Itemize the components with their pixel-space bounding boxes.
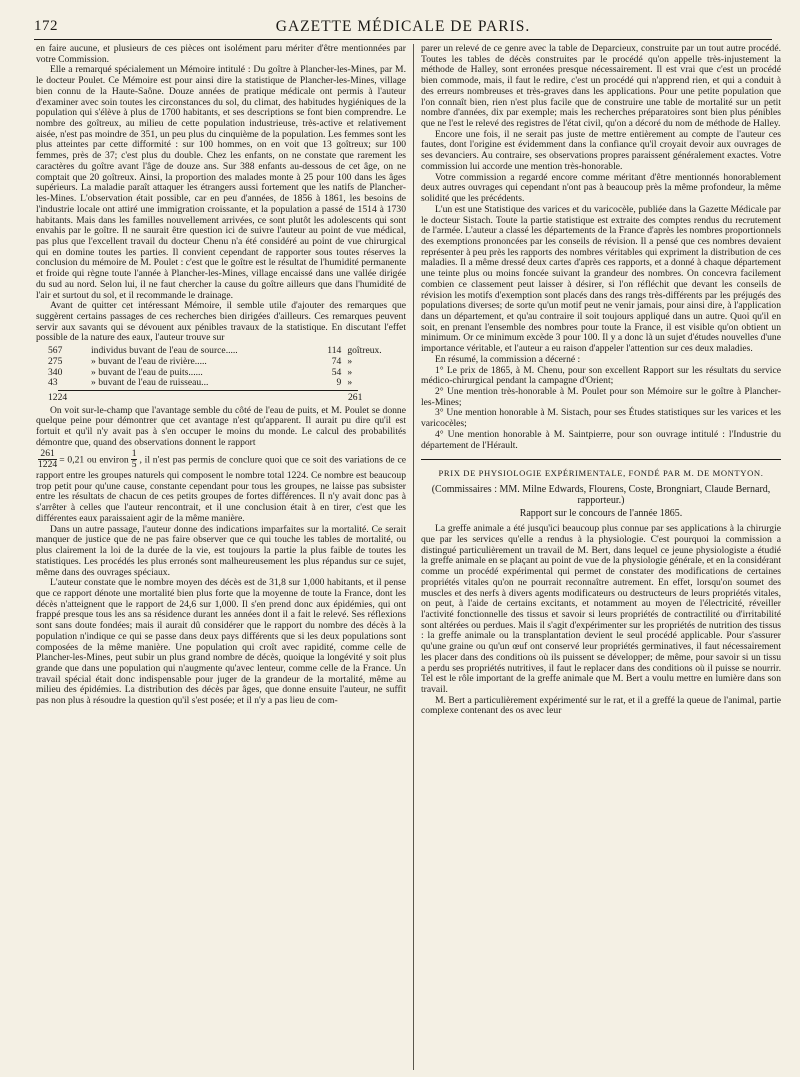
paragraph: Dans un autre passage, l'auteur donne des indications imparfaites sur la mortalité. Ce serait manquer de justice que de ne pas faire observer que ce qui touche les tables de mortalité, ou plus clairement la loi de la durée de la vie, est toujours la partie la plus faible de toutes les statistiques. Les procédés les plus erronés sont malheureusement les plus répandus sur ce sujet, même dans des ouvrages spéciaux. (36, 523, 406, 578)
page-number: 172 (34, 18, 58, 34)
right-column (421, 44, 781, 1070)
table-total-row: 1224 261 (48, 392, 363, 403)
paragraph: L'un est une Statistique des varices et du varicocèle, publiée dans la Gazette Médicale par le docteur Sistach. Toute la partie statistique est extraite des comptes rendus du recrutement de l'armée. L'auteur a classé les départements de la France d'après les nombres proportionnels des exemptions prononcées par les conseils de révision. Il a pensé que ces nombres devaient représenter à peu près les rapports des nombres véritables qui expriment la distribution de ces maladies. Il a même dressé deux cartes d'après ces rapports, et a donné à chaque département une teinte plus ou moins foncée suivant la grandeur des nombres. On concevra facilement combien ce classement peut laisser à désirer, si l'on réfléchit que devant les conseils de révision les motifs d'exemption sont placés dans des rangs très-différents par les préjugés des populations diverses; de sorte qu'un motif peut ne venir jamais, pour ainsi dire, à l'application dans un département, et qu'au contraire il soit toujours appliqué dans un autre. Quoi qu'il en soit, en prenant l'ensemble des nombres pour toute la France, il est visible qu'on obtient un minimum. Or ce minimum excède 3 pour 100. Il y a donc là un sujet d'études nouvelles d'une importance véritable, et l'auteur a eu raison d'appeler l'attention sur ces deux maladies. (421, 203, 781, 355)
paragraph: Elle a remarqué spécialement un Mémoire intitulé : Du goître à Plancher-les-Mines, par M. le docteur Poulet. Ce Mémoire est pour ainsi dire la statistique de Plancher-les-Mines, village bien connu de la Haute-Saône. Douze années de pratique médicale ont permis à l'auteur d'examiner avec soin toutes les circonstances du sol, du climat, des habitudes hygiéniques de la population qui s'élève à plus de 1700 habitants, et ses descriptions se font bien comprendre. Le nombre des goîtreux, au milieu de cette population industrieuse, très-active et relativement aisée, n'est pas moindre de 351, un peu plus du cinquième de la population. Les femmes sont les plus atteintes par cette difformité : sur 100 hommes, on en voit que 13 goîtreux; sur 100 femmes, près de 37; c'est plus du double. Chez les enfants, on ne constate que rarement les caractères du goître avant l'âge de douze ans. Sur 388 enfants au-dessous de cet âge, on ne comptait que 20 goîtreux. Ainsi, la proportion des malades monte à 25 pour 100 dans les âges supérieurs. La maladie paraît attaquer les étrangers aussi fortement que les natifs de Plancher-les-Mines. L'observation était possible, car en peu d'années, de 1856 à 1861, les besoins de l'industrie locale ont attiré une immigration croissante, et la population a passé de 1514 à 1730 habitants. Mais dans les familles nouvellement arrivées, ce sont plutôt les adolescents qui sont envahis par le goître. Il ne saurait être question ici de suivre l'auteur au point de vue médical, pas plus que l'excellent travail du docteur Chenu n'a été considéré au point de vue chirurgical qui en domine toutes les parties. Il convient cependant de rapporter sous toutes réserves la conclusion du mémoire de M. Poulet : c'est que le goître est le résultat de l'humidité permanente et froide qui règne toute l'année à Plancher-les-Mines, village encaissé dans une vallée dirigée du sud au nord. Selon lui, il ne faut chercher la cause du goître ailleurs que dans l'humidité de l'air et surtout du sol, et il recommande le drainage. (36, 64, 406, 301)
table-row: 275 » buvant de l'eau de rivière..... 74 » (48, 355, 353, 367)
header-rule (34, 39, 772, 40)
table-row: 567 individus buvant de l'eau de source..... 114 goîtreux. (48, 345, 382, 357)
paragraph: On voit sur-le-champ que l'avantage semble du côté de l'eau de puits, et M. Poulet se donne quelque peine pour démontrer que cet avantage n'est qu'apparent. Il aurait pu dire qu'il est fortuit et qu'il n'y avait pas à s'en occuper le moins du monde. Le calcul des probabilités démontre que, quand des observations donnent le rapport (36, 404, 406, 448)
column-divider (413, 44, 414, 1070)
journal-title: GAZETTE MÉDICALE DE PARIS. (275, 18, 531, 35)
fraction: $\frac{1}{5}$ (131, 447, 137, 471)
commissioners: (Commissaires : MM. Milne Edwards, Flourens, Coste, Brongniart, Claude Bernard, rapporteur.) (431, 484, 771, 506)
paragraph: M. Bert a particulièrement expérimenté sur le rat, et il a greffé la queue de l'animal, partie complexe contenant des os avec leur (421, 694, 781, 717)
award-item: 2° Une mention très-honorable à M. Poulet pour son Mémoire sur le goître à Plancher-les-Mines; (421, 386, 781, 408)
report-subtitle: Rapport sur le concours de l'année 1865. (519, 508, 683, 520)
section-title: PRIX DE PHYSIOLOGIE EXPÉRIMENTALE, FONDÉ PAR M. DE MONTYON. (438, 468, 764, 479)
fraction: $\frac{261}{1224}$ (38, 447, 58, 471)
paragraph: en faire aucune, et plusieurs de ces pièces ont isolément paru mériter d'être mentionnées par votre Commission. (36, 44, 406, 65)
water-goitre-table (48, 346, 406, 404)
paragraph: La greffe animale a été jusqu'ici beaucoup plus connue par ses applications à la chirurgie que par les services qu'elle a rendus à la physiologie. C'est pourquoi la commission a distingué particulièrement un travail de M. Bert, dans lequel ce jeune physiologiste a étudié la greffe animale en se plaçant au point de vue de la physiologie générale, et en la considérant comme un procédé expérimental qui permet de constater des modifications de certaines propriétés vitales qu'on ne pourrait reconnaître autrement. En effet, lorsqu'on soumet des muscles et des nerfs à divers agents modificateurs ou destructeurs de leurs propriétés vitales, on peut, à l'aide de certains excitants, et notamment au moyen de l'électricité, réveiller l'activité fonctionnelle des tissus et savoir si leurs propriétés de contractilité ou d'irritabilité sont altérées ou perdues. Mais il s'agit d'expérimenter sur les propriétés de nutrition des tissus : la greffe animale ou la transplantation devient le seul procédé applicable. Pour s'assurer qu'une graine ou qu'un œuf ont conservé leur propriétés germinatives, il faut nécessairement les placer dans des conditions où ils puissent se développer; de même, pour savoir si un tissu a perdu ses propriétés nutritives, il faut le replacer dans des conditions où il puisse se nourrir. Tel est le rôle important de la greffe animale que M. Bert a voulu mettre en lumière dans son travail. (421, 523, 781, 695)
table-row: 43 » buvant de l'eau de ruisseau... 9 » (48, 377, 353, 389)
section-rule (421, 459, 781, 460)
table-row: 340 » buvant de l'eau de puits...... 54 » (48, 366, 353, 378)
left-column (36, 44, 406, 1070)
paragraph: L'auteur constate que le nombre moyen des décès est de 31,8 sur 1,000 habitants, et il pense que ce rapport dénote une mortalité bien plus forte que la moyenne de toute la France, dont les décès n'atteignent que le rapport de 24,6 sur 1,000. Il s'en prend donc aux épidémies, qui ont frappé presque tous les ans sa résidence durant les années dont il a fait le relevé. Ses réflexions sont sans doute fondées; mais il aurait dû considérer que le rapport du nombre des décès à la population n'indique ce qui se passe dans deux pays différents que si les deux populations sont composées de la même manière. Une population qui croît avec rapidité, comme celle de Plancher-les-Mines, peut subir un plus grand nombre de décès, quoique la longévité y soit plus grande que dans une population qui n'augmente qu'avec lenteur, comme celle de la France. Un travail spécial était donc indispensable pour juger de la grandeur de la mortalité, même au milieu des épidémies. La distribution des décès par âges, que donne ensuite l'auteur, ne suffit pas non plus à résoudre la question qu'il s'est posée; et il n'y a pas lieu de com- (36, 577, 406, 707)
award-item: 4° Une mention honorable à M. Saintpierre, pour son ouvrage intitulé : l'Industrie du département de l'Hérault. (421, 428, 781, 451)
paragraph: Encore une fois, il ne serait pas juste de mettre entièrement au compte de l'auteur ces fautes, dont l'origine est évidemment dans la confiance qu'il croyait devoir aux ouvrages de ses devanciers. Au contraire, ses observations propres paraissent généralement exactes. Votre commission lui accorde une mention très-honorable. (421, 128, 781, 172)
award-item: 1° Le prix de 1865, à M. Chenu, pour son excellent Rapport sur les résultats du service médico-chirurgical pendant la campagne d'Orient; (421, 364, 781, 387)
paragraph: parer un relevé de ce genre avec la table de Deparcieux, construite par un tout autre procédé. Toutes les tables de décès construites par le procédé qu'on appelle très-injustement la méthode de Halley, sont erronées presque nécessairement. Il est vrai que c'est un procédé bien commode, mais, il faut le redire, c'est un procédé qui n'apprend rien, et qui a conduit à des erreurs nombreuses et très-graves dans les applications. Pour une petite population que l'on connaît bien, rien n'est plus facile que de construire une table de mortalité sur un petit nombre d'années, dix par exemple; mais les recherches préparatoires sont bien plus pénibles que ne l'est le relevé des registres de l'état civil, qu'on a décoré du nom de méthode de Halley. (421, 44, 781, 130)
page-header (34, 10, 772, 40)
paragraph: Avant de quitter cet intéressant Mémoire, il semble utile d'ajouter des remarques que suggèrent certains passages de ces recherches bien dirigées d'ailleurs. Ces remarques peuvent servir aux savants qui se dévouent aux pénibles travaux de la statistique. En discutant l'effet possible de la nature des eaux, l'auteur trouve sur (36, 300, 406, 344)
fraction-line: $\frac{261}{1224}$ = 0,21 ou environ $\frac{1}{5}$ , il n'est pas permis de conclure quoi que ce soit des variations de ce rapport entre les groupes naturels qui composent le nombre total 1224. Ce nombre est beaucoup trop petit pour qu'une cause, constante cependant pour tous les groupes, ne laisse pas subsister entre les résultats de chacun de ces petits groupes de fortes différences. Il n'y avait donc pas à s'arrêter à celles que l'auteur rencontrait, et il une conclusion était à en tirer, c'est que les différentes eaux paraissaient agir de la même manière. (36, 447, 406, 524)
paragraph: En résumé, la commission a décerné : (435, 353, 581, 365)
paragraph: Votre commission a regardé encore comme méritant d'être mentionnés honorablement deux autres ouvrages qui cependant n'ont pas à beaucoup près la même profondeur, la même solidité que les précédents. (421, 171, 781, 205)
award-item: 3° Une mention honorable à M. Sistach, pour ses Études statistiques sur les varices et les varicocèles; (421, 407, 781, 430)
